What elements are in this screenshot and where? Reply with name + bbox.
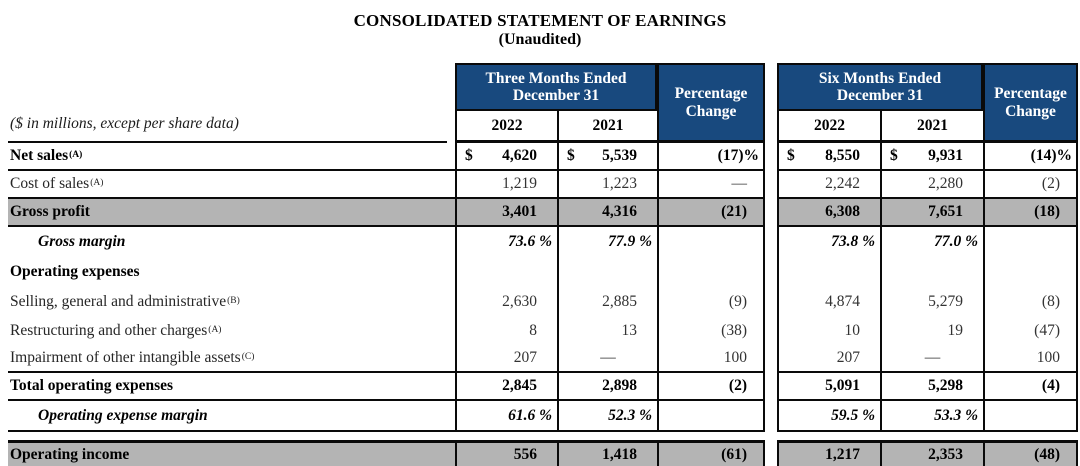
cell-impairment-4 [880,345,983,373]
cell-operating-expense-margin-5 [983,401,1078,432]
cell-impairment-2 [657,345,765,373]
row-label-text: Net sales [10,147,69,164]
cell-sga-1 [557,287,657,316]
cell-cost-of-sales-0 [455,171,557,199]
cell-operating-income-0 [455,440,557,466]
dollar-sign: $ [787,147,795,164]
row-label-text: Selling, general and administrative [10,292,227,310]
cell-value: 5,539 [602,147,637,164]
cell-cost-of-sales-4 [880,171,983,199]
section-gap [765,316,777,345]
cell-gross-margin-3 [777,227,880,257]
cell-gross-profit-2 [657,199,765,227]
cell-value: 4,874 [825,292,860,310]
cell-value: 59.5 % [831,406,875,424]
cell-value: 1,217 [825,445,860,463]
cell-value: 207 [836,349,860,366]
cell-value: — [731,175,747,192]
cell-value: 6,308 [825,203,860,220]
col-header-six-months [777,63,983,111]
row-label-net-sales: Net sales (A) [8,143,447,171]
cell-net-sales-5 [983,143,1078,171]
row-label-text: Total operating expenses [10,377,174,394]
cell-value: (17)% [717,147,759,164]
statement-title: CONSOLIDATED STATEMENT OF EARNINGS [353,11,727,30]
cell-restructuring-1 [557,316,657,345]
cell-value: 53.3 % [934,406,978,424]
label-gap [447,199,455,227]
cell-value: — [600,349,616,366]
statement-subtitle: (Unaudited) [498,30,582,48]
cell-value: 4,620 [502,147,537,164]
dollar-sign: $ [890,147,898,164]
row-label-gross-profit [8,199,447,227]
row-label-total-operating-expenses [8,373,447,401]
cell-value: 5,279 [928,292,963,310]
cell-impairment-3 [777,345,880,373]
cell-value: (4) [1041,377,1060,394]
col-header-pct-change-a: Percentage Change [657,63,765,143]
row-label-operating-income [8,440,447,466]
period-label-line2: December 31 [512,87,600,104]
cell-net-sales-1 [557,143,657,171]
cell-total-operating-expenses-1 [557,373,657,401]
cell-operating-expense-margin-3 [777,401,880,432]
cell-restructuring-2 [657,316,765,345]
cell-cost-of-sales-3 [777,171,880,199]
cell-value: 8 [529,321,537,339]
cell-operating-income-4 [880,440,983,466]
section-gap [765,227,777,257]
section-gap [765,143,777,171]
cell-sga-3 [777,287,880,316]
cell-value: (9) [728,292,747,310]
dollar-sign: $ [567,147,575,164]
cell-value: 2,630 [502,292,537,310]
cell-gross-profit-4 [880,199,983,227]
cell-restructuring-5 [983,316,1078,345]
label-gap [447,143,455,171]
cell-total-operating-expenses-0 [455,373,557,401]
label-gap [447,373,455,401]
cell-value: 61.6 % [508,406,552,424]
cell-gross-margin-2 [657,227,765,257]
cell-value: 7,651 [928,203,963,220]
cell-operating-expense-margin-1 [557,401,657,432]
cell-value: 1,418 [602,445,637,463]
col-header-year-a-2022: 2022 [455,111,557,143]
cell-value: (61) [721,445,747,463]
cell-cost-of-sales-2 [657,171,765,199]
cell-value: 19 [947,321,963,339]
row-label-operating-expense-margin [8,401,447,432]
section-gap [765,171,777,199]
col-header-pct-change-b: Percentage Change [983,63,1078,143]
cell-value: 5,091 [825,377,860,394]
cell-value: 1,223 [602,175,637,192]
col-header-year-b-2021: 2021 [880,111,983,143]
cell-value: (47) [1034,321,1060,339]
cell-restructuring-3 [777,316,880,345]
cell-operating-expenses-heading-1 [557,257,657,287]
label-gap [447,171,455,199]
cell-value: 1,219 [502,175,537,192]
dollar-sign: $ [465,147,473,164]
cell-total-operating-expenses-5 [983,373,1078,401]
cell-gross-profit-1 [557,199,657,227]
section-gap [765,373,777,401]
cell-gross-margin-4 [880,227,983,257]
col-header-year-b-2022: 2022 [777,111,880,143]
label-gap [447,316,455,345]
cell-net-sales-2 [657,143,765,171]
cell-total-operating-expenses-2 [657,373,765,401]
col-header-three-months [455,63,657,111]
cell-value: 2,242 [825,175,860,192]
label-gap [447,227,455,257]
row-label-text: Operating income [10,445,130,463]
cell-operating-expense-margin-0 [455,401,557,432]
cell-operating-expenses-heading-5 [983,257,1078,287]
cell-value: 73.6 % [508,233,552,250]
cell-restructuring-0 [455,316,557,345]
cell-value: (2) [1041,175,1060,192]
row-label-gross-margin [8,227,447,257]
row-label-text: Operating expenses [10,263,140,280]
cell-net-sales-0 [455,143,557,171]
cell-gross-profit-0 [455,199,557,227]
cell-value: (8) [1041,292,1060,310]
cell-operating-income-3 [777,440,880,466]
section-gap [765,440,777,466]
cell-value: 2,898 [602,377,637,394]
row-label-sga: Selling, general and administrative (B) [10,292,240,310]
cell-net-sales-3 [777,143,880,171]
period-label-line2: December 31 [836,87,924,104]
cell-sga-5 [983,287,1078,316]
col-header-year-a-2021: 2021 [557,111,657,143]
period-label-line1: Three Months Ended [485,69,627,87]
section-gap [765,401,777,432]
cell-value: 52.3 % [608,406,652,424]
cell-impairment-0 [455,345,557,373]
row-label-text: Impairment of other intangible assets [10,349,241,366]
page-title [0,12,1080,48]
table-spacer [8,432,1078,440]
row-label-text: Gross profit [10,203,90,220]
section-gap [765,257,777,287]
cell-cost-of-sales-1 [557,171,657,199]
earnings-table [8,63,1078,466]
cell-operating-expense-margin-4 [880,401,983,432]
cell-value: 3,401 [502,203,537,220]
cell-value: 4,316 [602,203,637,220]
cell-value: 5,298 [928,377,963,394]
cell-value: 13 [621,321,637,339]
units-note: ($ in millions, except per share data) [8,111,447,143]
cell-gross-profit-3 [777,199,880,227]
cell-value: (21) [721,203,747,220]
label-gap [447,287,455,316]
section-gap [765,199,777,227]
cell-gross-margin-1 [557,227,657,257]
cell-gross-profit-5 [983,199,1078,227]
cell-gross-margin-0 [455,227,557,257]
label-gap [447,257,455,287]
section-gap [765,345,777,373]
period-label-line1: Six Months Ended [818,69,942,87]
cell-operating-expenses-heading-3 [777,257,880,287]
cell-total-operating-expenses-4 [880,373,983,401]
cell-operating-expenses-heading-0 [455,257,557,287]
cell-operating-income-5 [983,440,1078,466]
row-label-operating-expenses-heading [8,257,447,287]
cell-value: (48) [1034,445,1060,463]
label-gap [447,345,455,373]
cell-cost-of-sales-5 [983,171,1078,199]
cell-total-operating-expenses-3 [777,373,880,401]
cell-value: 10 [844,321,860,339]
cell-value: (2) [728,377,747,394]
cell-value: 77.9 % [608,233,652,250]
section-gap [765,287,777,316]
cell-value: 2,885 [602,292,637,310]
cell-operating-income-1 [557,440,657,466]
cell-operating-expenses-heading-2 [657,257,765,287]
cell-operating-expense-margin-2 [657,401,765,432]
section-gap-header [765,63,777,143]
cell-net-sales-4 [880,143,983,171]
cell-impairment-1 [557,345,657,373]
cell-restructuring-4 [880,316,983,345]
cell-value: (38) [721,321,747,339]
cell-value: 100 [1036,349,1060,366]
cell-value: 556 [513,445,537,463]
cell-value: 77.0 % [934,233,978,250]
row-label-text: Gross margin [38,233,126,250]
label-gap [447,401,455,432]
cell-value: (18) [1034,203,1060,220]
cell-value: 2,280 [928,175,963,192]
label-gap [447,440,455,466]
cell-value: 207 [513,349,537,366]
row-label-text: Operating expense margin [38,406,208,424]
row-label-cost-of-sales: Cost of sales (A) [8,171,447,199]
cell-impairment-5 [983,345,1078,373]
cell-sga-0 [455,287,557,316]
cell-sga-2 [657,287,765,316]
row-label-text: Cost of sales [10,175,90,192]
row-label-text: Restructuring and other charges [10,321,208,339]
cell-value: 100 [723,349,747,366]
header-empty-corner [8,63,455,111]
cell-operating-expenses-heading-4 [880,257,983,287]
cell-value: 8,550 [825,147,860,164]
cell-sga-4 [880,287,983,316]
cell-value: 73.8 % [831,233,875,250]
cell-value: 9,931 [928,147,963,164]
row-label-restructuring: Restructuring and other charges (A) [10,321,222,339]
cell-gross-margin-5 [983,227,1078,257]
cell-value: (14)% [1030,147,1072,164]
row-label-impairment: Impairment of other intangible assets (C) [8,345,447,373]
cell-operating-income-2 [657,440,765,466]
cell-value: — [924,349,941,366]
cell-value: 2,353 [928,445,963,463]
cell-value: 2,845 [502,377,537,394]
